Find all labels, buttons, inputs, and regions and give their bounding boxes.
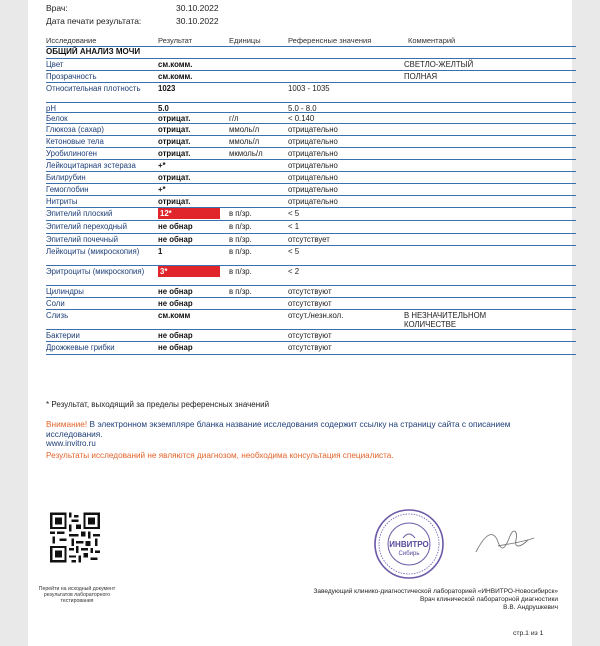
test-name: Прозрачность bbox=[46, 72, 97, 81]
table-row bbox=[46, 341, 576, 354]
table-row bbox=[46, 195, 576, 207]
table-row bbox=[46, 112, 576, 123]
col-units: Единицы bbox=[229, 36, 261, 45]
test-result: отрицат. bbox=[158, 125, 191, 134]
print-date: 30.10.2022 bbox=[176, 16, 219, 26]
attention-text: В электронном экземпляре бланка название исследования содержит ссылку на страницу сайта с описанием исследования. bbox=[46, 419, 511, 439]
table-row bbox=[46, 70, 576, 82]
row-divider bbox=[46, 354, 576, 355]
test-result: отрицат. bbox=[158, 114, 191, 123]
table-row bbox=[46, 220, 576, 233]
test-unit: в п/зр. bbox=[229, 247, 252, 256]
table-row bbox=[46, 135, 576, 147]
test-result: 3* bbox=[158, 266, 220, 277]
test-name: Эритроциты (микроскопия) bbox=[46, 267, 145, 276]
test-name: Нитриты bbox=[46, 197, 78, 206]
test-result: 1023 bbox=[158, 84, 176, 93]
test-reference: < 5 bbox=[288, 209, 300, 218]
signature-title-1: Заведующий клинико-диагностической лабораторией «ИНВИТРО-Новосибирск» bbox=[313, 588, 558, 595]
test-result: отрицат. bbox=[158, 137, 191, 146]
test-reference: отрицательно bbox=[288, 185, 338, 194]
signature-icon bbox=[468, 522, 538, 562]
test-name: Эпителий плоский bbox=[46, 209, 113, 218]
test-reference: отсутствуют bbox=[288, 287, 332, 296]
test-name: Дрожжевые грибки bbox=[46, 343, 115, 352]
test-unit: ммоль/л bbox=[229, 137, 260, 146]
test-unit: в п/зр. bbox=[229, 209, 252, 218]
table-row bbox=[46, 171, 576, 183]
print-date-label: Дата печати результата: bbox=[46, 16, 142, 26]
test-name: Кетоновые тела bbox=[46, 137, 104, 146]
footnote: * Результат, выходящий за пределы референсных значений bbox=[46, 400, 270, 409]
test-name: Гемоглобин bbox=[46, 185, 89, 194]
test-unit: ммоль/л bbox=[229, 125, 260, 134]
test-result: см.комм. bbox=[158, 60, 193, 69]
test-result: отрицат. bbox=[158, 197, 191, 206]
test-name: Лейкоцитарная эстераза bbox=[46, 161, 136, 170]
test-reference: 1003 - 1035 bbox=[288, 84, 330, 93]
test-result: не обнар bbox=[158, 343, 193, 352]
test-result: +* bbox=[158, 185, 166, 194]
col-reference: Референсные значения bbox=[288, 36, 372, 45]
test-reference: отсут./незн.кол. bbox=[288, 311, 344, 320]
doctor-label: Врач: bbox=[46, 3, 68, 13]
test-reference: отсутствуют bbox=[288, 331, 332, 340]
test-name: Уробилиноген bbox=[46, 149, 97, 158]
test-unit: г/л bbox=[229, 114, 239, 123]
test-name: Лейкоциты (микроскопия) bbox=[46, 247, 140, 256]
test-reference: отрицательно bbox=[288, 137, 338, 146]
test-reference: < 1 bbox=[288, 222, 300, 231]
lab-stamp-icon bbox=[373, 508, 445, 580]
report-page bbox=[28, 0, 572, 646]
table-row bbox=[46, 183, 576, 195]
table-row bbox=[46, 309, 576, 329]
doctor-date: 30.10.2022 bbox=[176, 3, 219, 13]
table-row bbox=[46, 58, 576, 70]
doctor-row bbox=[46, 3, 219, 13]
table-row bbox=[46, 329, 576, 341]
signature-title-2: Врач клинической лабораторной диагностики bbox=[420, 596, 558, 603]
test-comment: СВЕТЛО-ЖЕЛТЫЙ bbox=[404, 60, 474, 69]
test-result: 1 bbox=[158, 247, 163, 256]
table-row bbox=[46, 159, 576, 171]
test-name: Относительная плотность bbox=[46, 84, 141, 93]
test-reference: отсутствует bbox=[288, 235, 330, 244]
test-comment: ПОЛНАЯ bbox=[404, 72, 438, 81]
test-unit: в п/зр. bbox=[229, 235, 252, 244]
signature-name: В.В. Андрушкевич bbox=[503, 604, 558, 611]
test-comment: В НЕЗНАЧИТЕЛЬНОМ КОЛИЧЕСТВЕ bbox=[404, 311, 487, 329]
test-name: Билирубин bbox=[46, 173, 86, 182]
test-result: не обнар bbox=[158, 222, 193, 231]
col-result: Результат bbox=[158, 36, 193, 45]
test-name: Бактерии bbox=[46, 331, 80, 340]
test-name: Эпителий почечный bbox=[46, 235, 119, 244]
test-unit: в п/зр. bbox=[229, 267, 252, 276]
test-reference: отрицательно bbox=[288, 149, 338, 158]
table-row bbox=[46, 233, 576, 245]
test-unit: мкмоль/л bbox=[229, 149, 263, 158]
test-name: Белок bbox=[46, 114, 68, 123]
test-reference: < 0.140 bbox=[288, 114, 315, 123]
test-result: 12* bbox=[158, 208, 220, 219]
page-number: стр.1 из 1 bbox=[513, 630, 544, 637]
test-name: pH bbox=[46, 104, 56, 113]
test-reference: отрицательно bbox=[288, 125, 338, 134]
col-test: Исследование bbox=[46, 36, 97, 45]
test-reference: отсутствуют bbox=[288, 299, 332, 308]
test-result: +* bbox=[158, 161, 166, 170]
table-header bbox=[46, 36, 576, 46]
attention-word: Внимание! bbox=[46, 419, 88, 429]
test-name: Цвет bbox=[46, 60, 64, 69]
table-row bbox=[46, 82, 576, 102]
attention-notice bbox=[46, 419, 566, 439]
test-reference: < 5 bbox=[288, 247, 300, 256]
test-name: Цилиндры bbox=[46, 287, 84, 296]
website-link[interactable]: www.invitro.ru bbox=[46, 439, 96, 448]
test-name: Слизь bbox=[46, 311, 69, 320]
table-row bbox=[46, 102, 576, 112]
stamp-brand: ИНВИТРО bbox=[389, 540, 429, 549]
test-unit: в п/зр. bbox=[229, 222, 252, 231]
table-row bbox=[46, 297, 576, 309]
test-reference: отрицательно bbox=[288, 197, 338, 206]
col-comment: Комментарий bbox=[408, 36, 456, 45]
test-result: не обнар bbox=[158, 235, 193, 244]
test-result: см.комм bbox=[158, 311, 191, 320]
test-result: не обнар bbox=[158, 287, 193, 296]
qr-caption: Перейти на исходный документ результатов лабораторного тестирования bbox=[38, 586, 116, 604]
test-result: 5.0 bbox=[158, 104, 169, 113]
test-reference: отсутствуют bbox=[288, 343, 332, 352]
table-row bbox=[46, 265, 576, 285]
section-title: ОБЩИЙ АНАЛИЗ МОЧИ bbox=[46, 47, 141, 56]
test-name: Глюкоза (сахар) bbox=[46, 125, 104, 134]
table-row bbox=[46, 147, 576, 159]
test-result: не обнар bbox=[158, 299, 193, 308]
disclaimer-note: Результаты исследований не являются диагнозом, необходима консультация специалиста. bbox=[46, 451, 394, 460]
table-row bbox=[46, 245, 576, 265]
test-reference: отрицательно bbox=[288, 161, 338, 170]
test-reference: 5.0 - 8.0 bbox=[288, 104, 317, 113]
test-result: не обнар bbox=[158, 331, 193, 340]
test-reference: отрицательно bbox=[288, 173, 338, 182]
test-reference: < 2 bbox=[288, 267, 300, 276]
table-row bbox=[46, 123, 576, 135]
test-unit: в п/зр. bbox=[229, 287, 252, 296]
test-result: отрицат. bbox=[158, 173, 191, 182]
table-row bbox=[46, 285, 576, 297]
print-date-row bbox=[46, 16, 219, 26]
stamp-city: Сибирь bbox=[398, 551, 420, 557]
test-result: см.комм. bbox=[158, 72, 193, 81]
test-name: Эпителий переходный bbox=[46, 222, 128, 231]
test-name: Соли bbox=[46, 299, 65, 308]
test-result: отрицат. bbox=[158, 149, 191, 158]
qr-code-icon[interactable] bbox=[50, 510, 100, 565]
table-row bbox=[46, 207, 576, 220]
